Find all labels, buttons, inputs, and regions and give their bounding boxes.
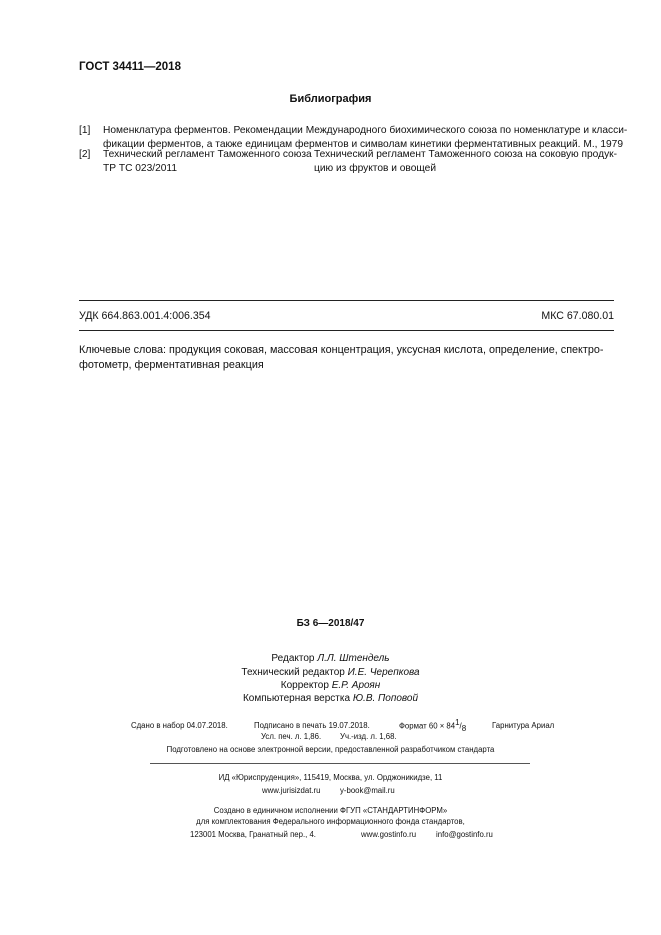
credit-label: Технический редактор — [241, 667, 345, 678]
publisher-website[interactable]: www.jurisizdat.ru — [262, 786, 321, 795]
credit-name: Л.Л. Штендель — [317, 653, 390, 664]
ref-source-line: ТР ТС 023/2011 — [103, 163, 177, 174]
credit-name: И.Е. Черепкова — [347, 667, 420, 678]
credit-tech-editor — [0, 667, 661, 678]
keywords-line: Ключевые слова: продукция соковая, массовая концентрация, уксусная кислота, определение, спектро- — [79, 344, 604, 356]
ref-text-line: фикации ферментов, а также единицам ферментов и символам кинетики ферментативных реакций. М., 1979 — [103, 139, 623, 150]
ref-number: [2] — [79, 149, 91, 160]
publishing-sheets: Уч.-изд. л. 1,68. — [340, 732, 397, 741]
signed-date: Подписано в печать 19.07.2018. — [254, 721, 370, 730]
publisher-email[interactable]: y-book@mail.ru — [340, 786, 395, 795]
credit-name: Е.Р. Ароян — [331, 680, 381, 691]
mks-code: МКС 67.080.01 — [541, 310, 614, 322]
submitted-date: Сдано в набор 04.07.2018. — [131, 721, 228, 730]
ref-number: [1] — [79, 125, 91, 136]
gost-address: 123001 Москва, Гранатный пер., 4. — [190, 830, 316, 839]
gost-website[interactable]: www.gostinfo.ru — [361, 830, 417, 839]
document-header-standard: ГОСТ 34411—2018 — [79, 61, 181, 73]
print-sheets: Усл. печ. л. 1,86. — [261, 732, 322, 741]
credit-label: Корректор — [280, 680, 329, 691]
ref-text-line: Номенклатура ферментов. Рекомендации Международного биохимического союза по номенклатуре и класси- — [103, 125, 628, 136]
bibliography-title: Библиография — [289, 93, 372, 105]
credit-label: Редактор — [271, 653, 315, 664]
credit-name: Ю.В. Поповой — [352, 693, 419, 704]
font-name: Гарнитура Ариал — [492, 721, 555, 730]
imprint-divider — [150, 763, 530, 764]
fund-note: для комплектования Федерального информационного фонда стандартов, — [196, 817, 465, 826]
publisher-address: ИД «Юриспруденция», 115419, Москва, ул. Орджоникидзе, 11 — [218, 773, 443, 782]
keywords-line: фотометр, ферментативная реакция — [79, 359, 264, 371]
udc-code: УДК 664.863.001.4:006.354 — [79, 310, 211, 322]
divider-top — [79, 300, 614, 301]
ref-title-line: цию из фруктов и овощей — [314, 163, 437, 174]
ref-source-line: Технический регламент Таможенного союза — [103, 149, 312, 160]
ref-title-line: Технический регламент Таможенного союза на соковую продук- — [314, 149, 618, 160]
credit-editor — [0, 653, 661, 664]
bz-number: БЗ 6—2018/47 — [296, 618, 365, 629]
gost-email[interactable]: info@gostinfo.ru — [436, 830, 493, 839]
paper-format: Формат $60 \times 84^1/_8$ — [399, 718, 467, 734]
divider-bottom — [79, 330, 614, 331]
created-note: Создано в единичном исполнении ФГУП «СТАНДАРТИНФОРМ» — [213, 806, 448, 815]
credit-label: Компьютерная верстка — [242, 693, 351, 704]
credit-layout — [0, 693, 661, 704]
prepared-note: Подготовлено на основе электронной версии, предоставленной разработчиком стандарта — [166, 745, 495, 754]
credit-corrector — [0, 680, 661, 691]
